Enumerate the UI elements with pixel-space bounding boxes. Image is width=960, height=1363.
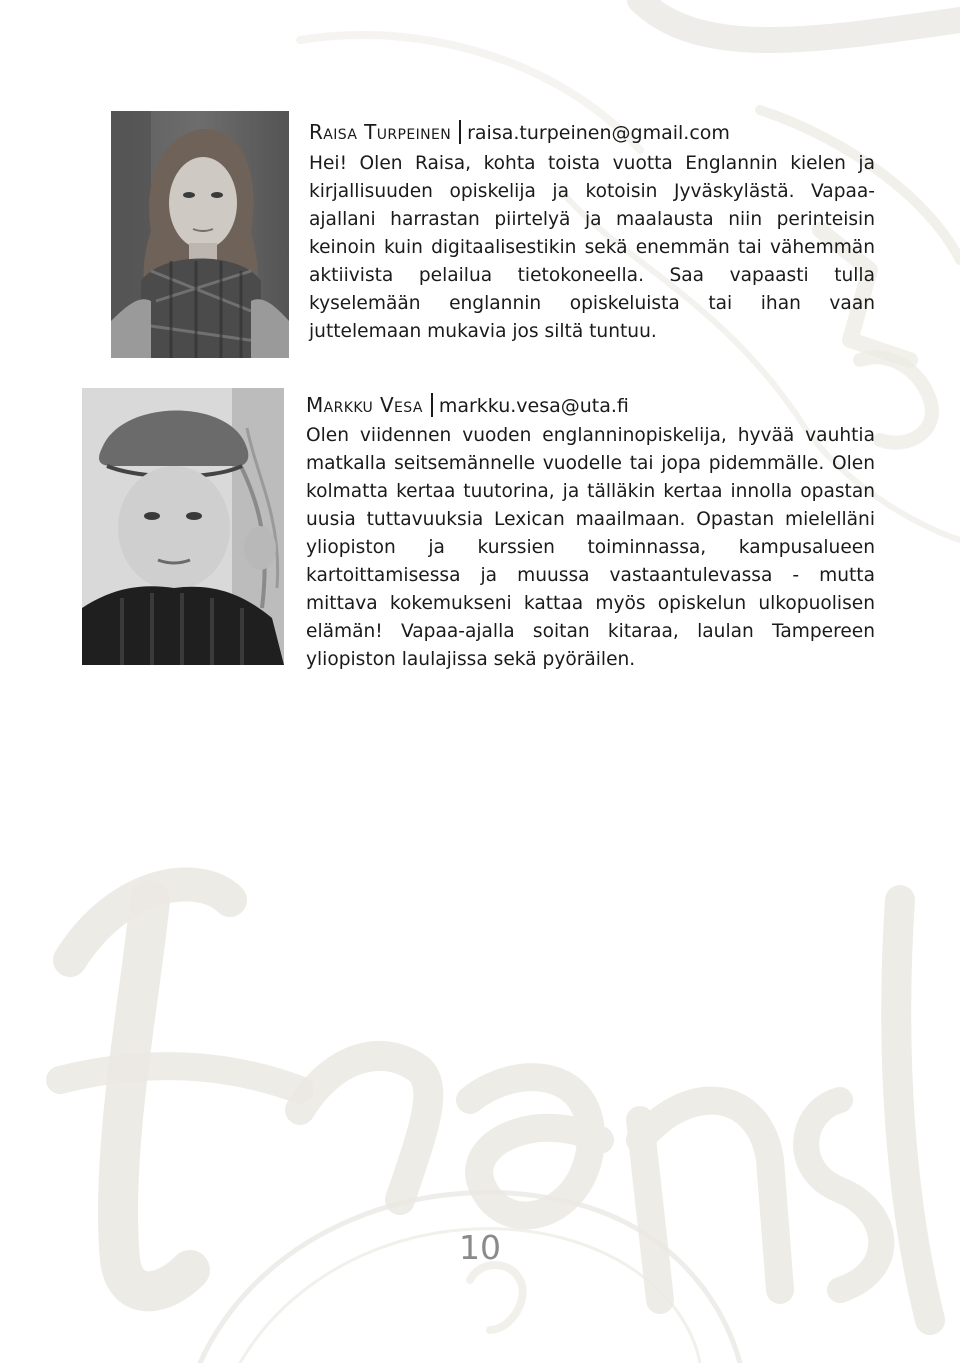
profile-heading-raisa (309, 118, 730, 147)
page-number: 10 (459, 1228, 501, 1267)
profile-email: markku.vesa@uta.fi (438, 395, 629, 417)
separator-bar (431, 393, 433, 417)
profile-photo-raisa (111, 111, 289, 358)
profile-bio: Olen viidennen vuoden englanninopiskelija, hyvää vauhtia matkalla seitsemännelle vuodelle tai jopa pidemmälle. Olen kolmatta kertaa tuutorina, ja tälläkin kertaa innolla opastan uusia tuttavuuksia Lexican maailmaan. Opastan mielelläni yliopiston ja kurssien toiminnassa, kampusalueen kartoittamisessa ja muussa vastaantulevassa - mutta mittava kokemukseni kattaa myös opiskelun ulkopuolisen elämän! Vapaa-ajalla soitan kitaraa, laulan Tampereen yliopiston laulajissa sekä pyöräilen. (306, 425, 875, 670)
profile-photo-markku (82, 388, 284, 665)
profile-heading-markku (306, 391, 629, 420)
profile-name: Markku Vesa (306, 393, 423, 417)
profile-email: raisa.turpeinen@gmail.com (467, 122, 730, 144)
profile-bio: Hei! Olen Raisa, kohta toista vuotta Englannin kielen ja kirjallisuuden opiskelija ja kotoisin Jyväskylästä. Vapaa-ajallani harrastan piirtelyä ja maalausta niin perinteisin keinoin kuin digitaalisestikin sekä enemmän tai vähemmän aktiivista pelailua tietokoneella. Saa vapaasti tulla kyselemään englannin opiskeluista tai ihan vaan juttelemaan mukavia jos siltä tuntuu. (309, 153, 875, 342)
separator-bar (459, 120, 461, 144)
profile-name: Raisa Turpeinen (309, 120, 452, 144)
